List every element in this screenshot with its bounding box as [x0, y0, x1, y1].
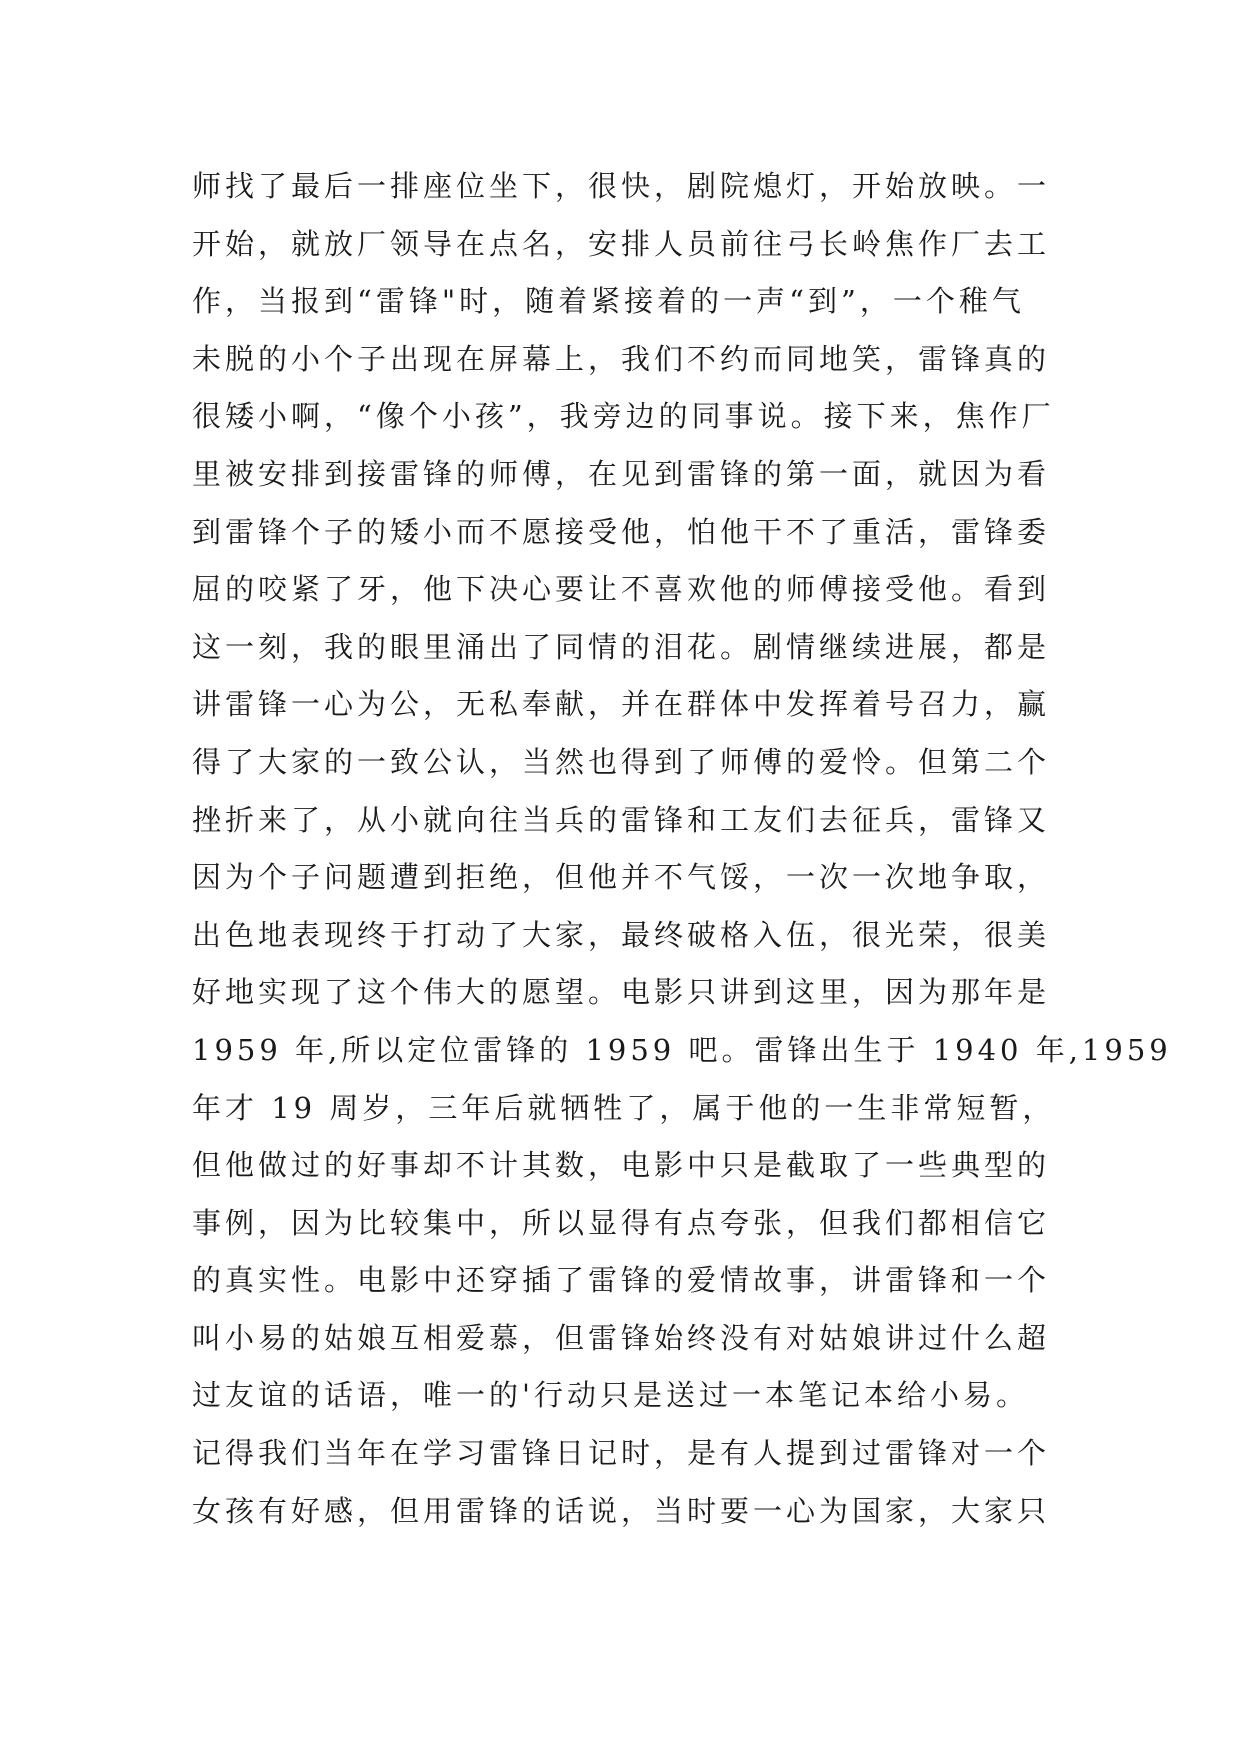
text-line: 到雷锋个子的矮小而不愿接受他，怕他干不了重活，雷锋委 [192, 514, 1051, 549]
text-line: 事例，因为比较集中，所以显得有点夸张，但我们都相信它 [192, 1205, 1051, 1240]
text-line: 得了大家的一致公认，当然也得到了师傅的爱怜。但第二个 [192, 744, 1051, 779]
text-line: 挫折来了，从小就向往当兵的雷锋和工友们去征兵，雷锋又 [192, 802, 1051, 837]
text-line: 的真实性。电影中还穿插了雷锋的爱情故事，讲雷锋和一个 [192, 1263, 1051, 1298]
text-line: 好地实现了这个伟大的愿望。电影只讲到这里，因为那年是 [192, 975, 1051, 1010]
text-line: 开始，就放厂领导在点名，安排人员前往弓长岭焦作厂去工 [192, 226, 1051, 261]
text-line: 但他做过的好事却不计其数，电影中只是截取了一些典型的 [192, 1148, 1051, 1183]
text-line: 这一刻，我的眼里涌出了同情的泪花。剧情继续进展，都是 [192, 629, 1051, 664]
text-line: 因为个子问题遭到拒绝，但他并不气馁，一次一次地争取， [192, 860, 1051, 895]
text-line: 女孩有好感，但用雷锋的话说，当时要一心为国家，大家只 [192, 1493, 1051, 1528]
text-line: 1959 年,所以定位雷锋的 1959 吧。雷锋出生于 1940 年,1959 [192, 1032, 1172, 1067]
text-line: 师找了最后一排座位坐下，很快，剧院熄灯，开始放映。一 [192, 169, 1051, 203]
text-line: 未脱的小个子出现在屏幕上，我们不约而同地笑，雷锋真的 [192, 341, 1051, 376]
text-line: 作，当报到“雷锋"时，随着紧接着的一声“到”，一个稚气 [192, 284, 1025, 319]
text-line: 年才 19 周岁，三年后就牺牲了，属于他的一生非常短暂， [192, 1090, 1056, 1125]
text-line: 记得我们当年在学习雷锋日记时，是有人提到过雷锋对一个 [192, 1436, 1051, 1471]
text-line: 叫小易的姑娘互相爱慕，但雷锋始终没有对姑娘讲过什么超 [192, 1320, 1051, 1355]
text-line: 讲雷锋一心为公，无私奉献，并在群体中发挥着号召力，赢 [192, 687, 1051, 722]
text-line: 很矮小啊，“像个小孩”，我旁边的同事说。接下来，焦作厂 [192, 399, 1055, 434]
body-text [192, 158, 1172, 1540]
text-line: 里被安排到接雷锋的师傅，在见到雷锋的第一面，就因为看 [192, 456, 1051, 491]
text-line: 过友谊的话语，唯一的'行动只是送过一本笔记本给小易。 [192, 1378, 1029, 1413]
text-line: 出色地表现终于打动了大家，最终破格入伍，很光荣，很美 [192, 917, 1051, 952]
text-line: 屈的咬紧了牙，他下决心要让不喜欢他的师傅接受他。看到 [192, 572, 1051, 607]
